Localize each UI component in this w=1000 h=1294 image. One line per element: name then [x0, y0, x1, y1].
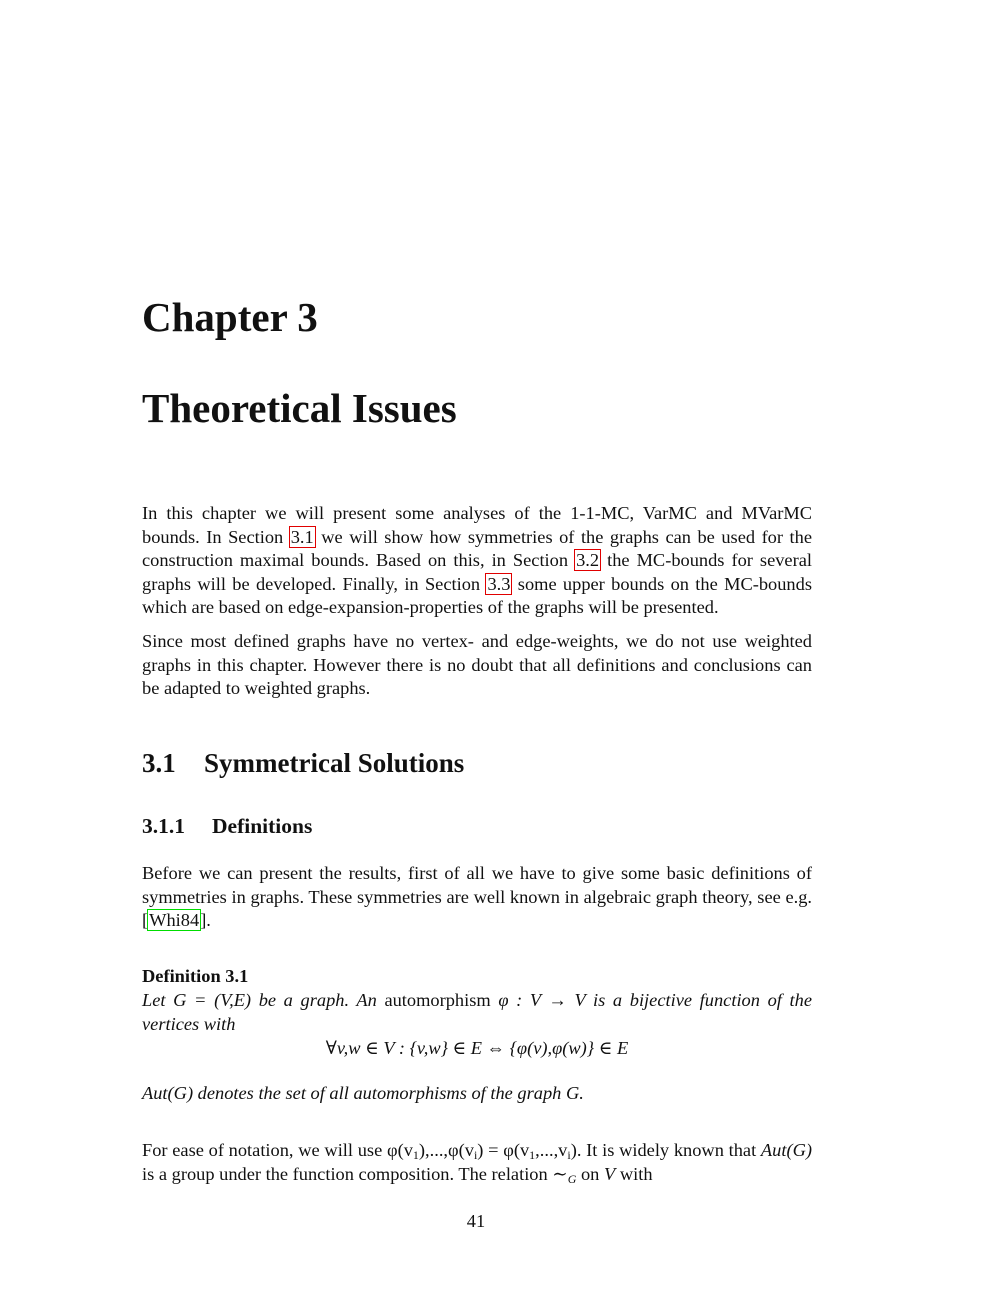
definition-formula: ∀v,w ∈ V : {v,w} ∈ E ⇔ {φ(v),φ(w)} ∈ E [325, 1038, 629, 1058]
definition-body: Let G = (V,E) be a graph. An automorphism φ : V → V is a bijective function of the vertices with [142, 990, 812, 1034]
section-ref-3-2[interactable]: 3.2 [576, 550, 600, 571]
citation-whi84[interactable]: Whi84 [149, 910, 200, 931]
subsection-heading [142, 812, 312, 840]
chapter-label: Chapter 3 [142, 294, 318, 340]
definition-title: Definition 3.1 [142, 966, 249, 986]
chapter-title: Theoretical Issues [142, 385, 457, 431]
section-title: Symmetrical Solutions [204, 748, 465, 778]
definitions-paragraph: Before we can present the results, first of all we have to give some basic definitions of symmetries in graphs. These symmetries are well known in algebraic graph theory, see e.g. [Whi84]. [142, 863, 812, 931]
subsection-title: Definitions [212, 814, 313, 838]
aut-definition: Aut(G) denotes the set of all automorphisms of the graph G. [142, 1083, 584, 1103]
intro-paragraph-2: Since most defined graphs have no vertex- and edge-weights, we do not use weighted graphs in this chapter. However there is no doubt that all definitions and conclusions can be adapted to weighted graphs. [142, 631, 812, 699]
subsection-number: 3.1.1 [142, 814, 185, 838]
notation-paragraph: For ease of notation, we will use $\varphi(v_1),...,\varphi(v_i) = \varphi(v_1,...,v_i)$. It is widely known that Aut(G) is a group under the function composition. The relation $\sim_G$ on V with [142, 1140, 812, 1186]
section-ref-3-3[interactable]: 3.3 [487, 573, 511, 594]
term-automorphism: automorphism [384, 990, 491, 1010]
section-number: 3.1 [142, 748, 176, 778]
section-heading [142, 746, 464, 780]
page-number: 41 [466, 1211, 486, 1231]
intro-paragraph-1: In this chapter we will present some analyses of the 1-1-MC, VarMC and MVarMC bounds. In Section 3.1 we will show how symmetries of the graphs can be used for the construction maximal bounds. Based on this, in Section 3.2 the MC-bounds for several graphs will be developed. Finally, in Section 3.3 some upper bounds on the MC-bounds which are based on edge-expansion-properties of the graphs will be presented. [142, 503, 812, 618]
section-ref-3-1[interactable]: 3.1 [290, 526, 314, 547]
